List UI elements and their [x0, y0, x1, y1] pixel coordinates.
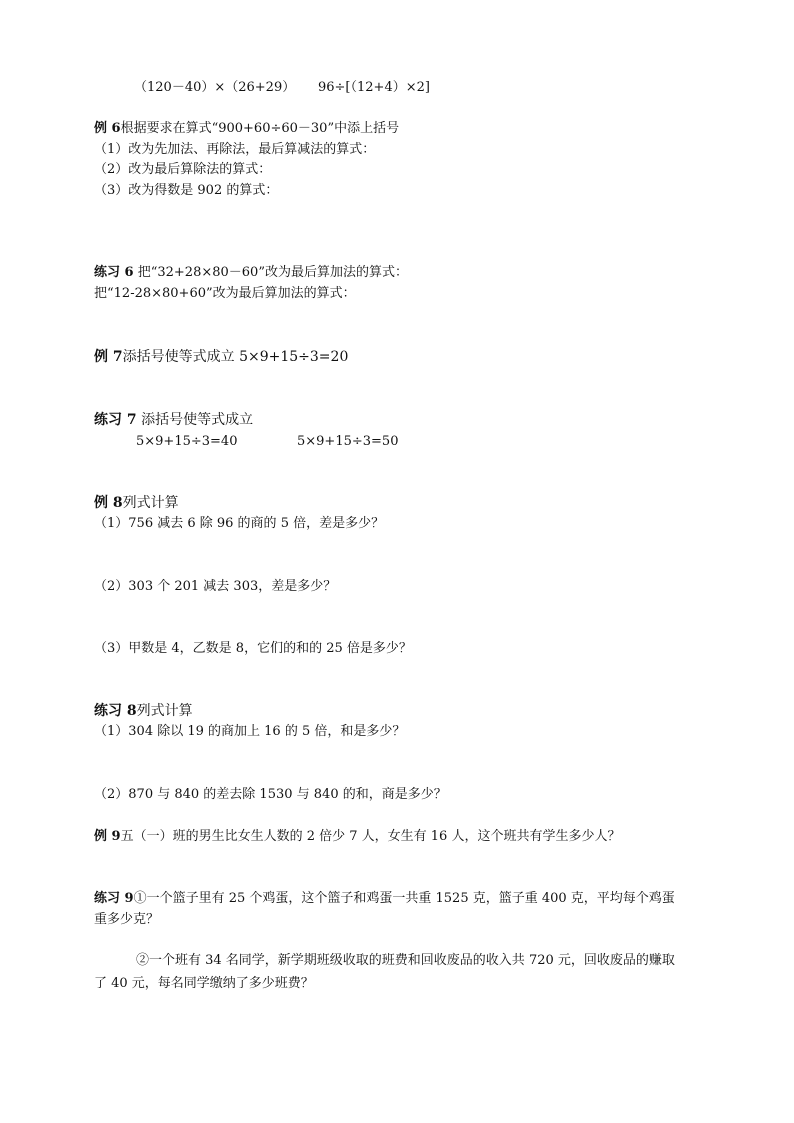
practice-8-text: 列式计算 — [136, 703, 193, 719]
practice-9-q2-line-2: 了 40 元，每名同学缴纳了多少班费？ — [94, 976, 314, 991]
practice-8-heading — [94, 702, 193, 721]
practice-7-equation-1: 5×9+15÷3=40 — [136, 434, 238, 449]
practice-9-q1-line-1 — [94, 890, 675, 908]
practice-9-q1-text: ①一个篮子里有 25 个鸡蛋，这个篮子和鸡蛋一共重 1525 克，篮子重 400 克，平均每个鸡蛋 — [133, 891, 675, 906]
practice-6-tag: 练习 6 — [94, 265, 134, 280]
practice-7-tag: 练习 7 — [94, 412, 137, 428]
example-9-text: 五（一）班的男生比女生人数的 2 倍少 7 人，女生有 16 人，这个班共有学生多少人？ — [120, 829, 621, 844]
practice-6-line-2: 把“12-28×80+60”改为最后算加法的算式： — [94, 286, 356, 301]
example-8-tag: 例 8 — [94, 495, 123, 511]
example-8-heading — [94, 494, 179, 513]
practice-9-q1-line-2: 重多少克？ — [94, 912, 160, 927]
example-6-item-3: （3）改为得数是 902 的算式： — [94, 183, 279, 198]
example-9 — [94, 828, 620, 846]
expression-right: 96÷[（12+4）×2] — [318, 80, 430, 95]
practice-6-text-1: 把“32+28×80－60”改为最后算加法的算式： — [137, 265, 408, 280]
practice-8-item-1: （1）304 除以 19 的商加上 16 的 5 倍，和是多少？ — [94, 724, 406, 739]
practice-9-q2-line-1: ②一个班有 34 名同学，新学期班级收取的班费和回收废品的收入共 720 元，回收废品的赚取 — [136, 953, 675, 968]
example-8-item-2: （2）303 个 201 减去 303，差是多少？ — [94, 579, 337, 594]
practice-8-tag: 练习 8 — [94, 703, 137, 719]
practice-7-text: 添括号使等式成立 — [141, 412, 254, 428]
example-6-item-2: （2）改为最后算除法的算式： — [94, 162, 272, 177]
example-8-text: 列式计算 — [122, 495, 179, 511]
example-9-tag: 例 9 — [94, 829, 121, 844]
practice-9-tag: 练习 9 — [94, 891, 134, 906]
practice-6-line-1 — [94, 264, 408, 282]
example-8-item-1: （1）756 减去 6 除 96 的商的 5 倍，差是多少？ — [94, 516, 385, 531]
expression-left: （120－40）×（26+29） — [134, 80, 296, 95]
example-8-item-3: （3）甲数是 4，乙数是 8，它们的和的 25 倍是多少？ — [94, 641, 412, 656]
practice-7-heading — [94, 411, 253, 430]
example-6-item-1: （1）改为先加法、再除法，最后算减法的算式： — [94, 142, 376, 157]
example-7 — [94, 348, 348, 367]
example-7-text: 添括号使等式成立 5×9+15÷3=20 — [122, 349, 349, 365]
example-6-heading — [94, 120, 399, 138]
example-6-text: 根据要求在算式“900+60÷60－30”中添上括号 — [120, 121, 400, 136]
example-6-tag: 例 6 — [94, 121, 121, 136]
practice-8-item-2: （2）870 与 840 的差去除 1530 与 840 的和，商是多少？ — [94, 787, 447, 802]
practice-7-equation-2: 5×9+15÷3=50 — [297, 434, 399, 449]
example-7-tag: 例 7 — [94, 349, 123, 365]
